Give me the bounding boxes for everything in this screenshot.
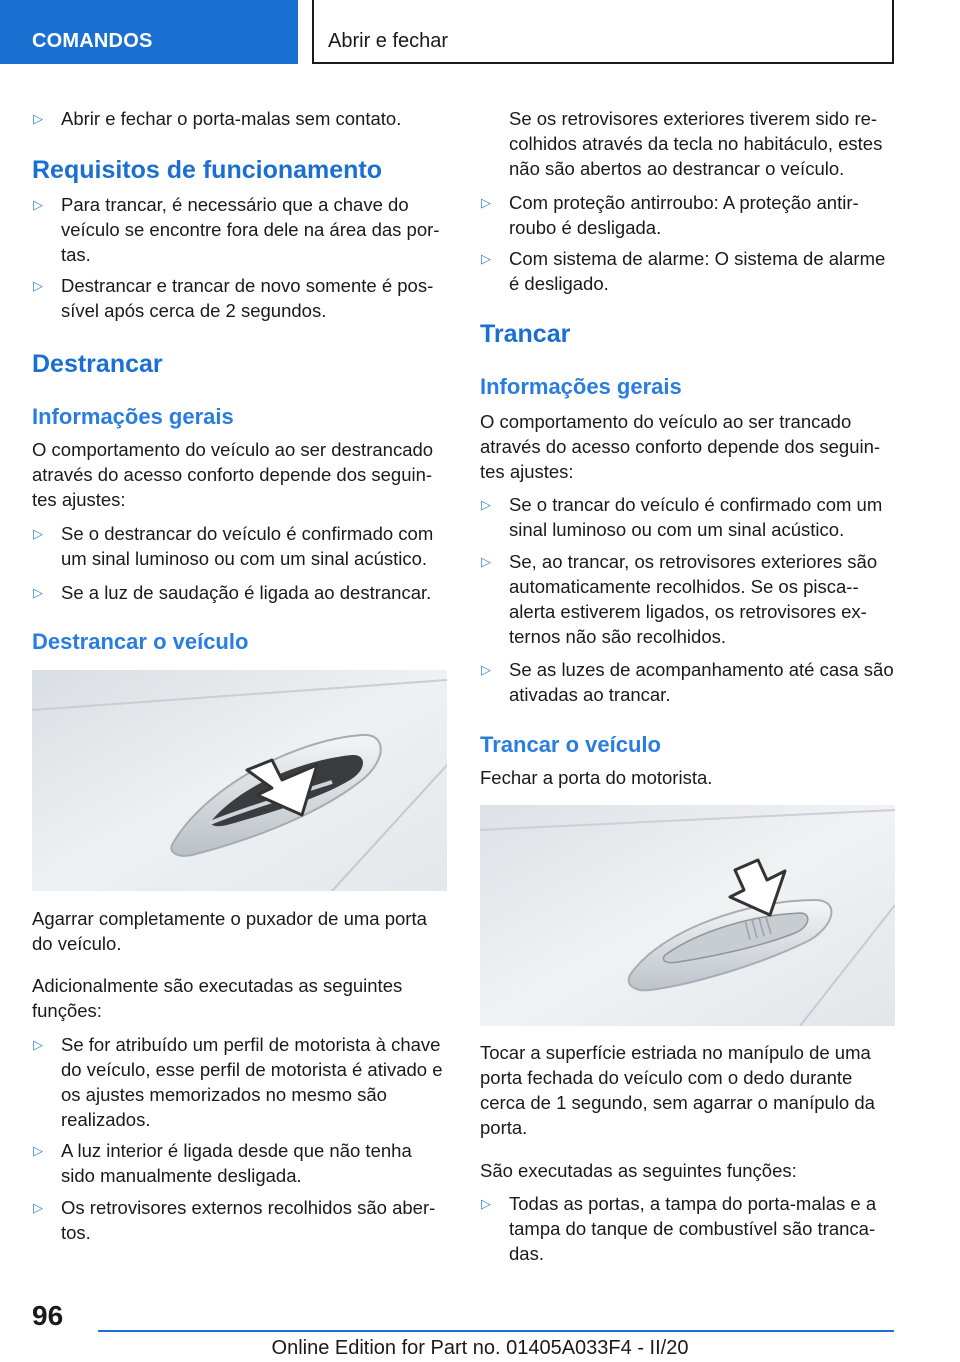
paragraph: Adicionalmente são executadas as seguintes funções:	[32, 975, 403, 1021]
footer-edition: Online Edition for Part no. 01405A033F4 - II/20	[271, 1337, 689, 1359]
list-item: ▷ Com sistema de alarme: O sistema de alarme é desligado.	[480, 246, 895, 296]
heading-destrancar: Destrancar	[32, 350, 163, 378]
section-title: COMANDOS	[32, 30, 153, 52]
subheading-info: Informações gerais	[32, 404, 234, 429]
list-item: ▷ Com proteção antirroubo: A proteção antir-roubo é desligada.	[480, 190, 895, 240]
door-handle-photo	[480, 805, 895, 1026]
list-item: ▷ Se, ao trancar, os retrovisores exteriores são automaticamente recolhidos. Se os pisca--alerta estiverem ligados, os retrovisores ex-ternos não são recolhidos.	[480, 549, 895, 649]
door-handle-photo	[32, 670, 447, 891]
chapter-title: Abrir e fechar	[328, 30, 449, 52]
paragraph: O comportamento do veículo ao ser trancado através do acesso conforto depende dos seguin-tes ajustes:	[480, 411, 881, 482]
paragraph: São executadas as seguintes funções:	[480, 1160, 797, 1181]
subheading-info: Informações gerais	[480, 374, 682, 399]
footer-divider	[98, 1330, 894, 1332]
page-number: 96	[32, 1300, 64, 1331]
list-item: ▷ Se o trancar do veículo é confirmado com um sinal luminoso ou com um sinal acústico.	[480, 492, 895, 542]
list-item: ▷ Os retrovisores externos recolhidos são aber-tos.	[32, 1195, 447, 1245]
section-tab	[0, 0, 298, 64]
subheading-destrancar-veiculo: Destrancar o veículo	[32, 629, 249, 654]
list-item: ▷ Se for atribuído um perfil de motorista à chave do veículo, esse perfil de motorista é ativado e os ajustes memorizados no mesmo são realizados.	[32, 1032, 447, 1132]
list-item: ▷ Destrancar e trancar de novo somente é pos-sível após cerca de 2 segundos.	[32, 273, 447, 323]
list-item: ▷ Se a luz de saudação é ligada ao destrancar.	[32, 580, 447, 605]
paragraph: Se os retrovisores exteriores tiverem sido re-colhidos através da tecla no habitáculo, estes não são abertos ao destrancar o veículo.	[509, 108, 883, 179]
list-item: ▷ Abrir e fechar o porta-malas sem contato.	[32, 106, 447, 131]
list-item: ▷ Para trancar, é necessário que a chave do veículo se encontre fora dele na área das por-tas.	[32, 192, 447, 267]
chapter-tab	[312, 0, 894, 64]
paragraph: O comportamento do veículo ao ser destrancado através do acesso conforto depende dos seguin-tes ajustes:	[32, 439, 434, 510]
caption: Agarrar completamente o puxador de uma porta do veículo.	[32, 908, 427, 954]
subheading-trancar-veiculo: Trancar o veículo	[480, 732, 661, 757]
list-item: ▷ A luz interior é ligada desde que não tenha sido manualmente desligada.	[32, 1138, 447, 1188]
list-item: ▷ Se as luzes de acompanhamento até casa são ativadas ao trancar.	[480, 657, 895, 707]
heading-trancar: Trancar	[480, 320, 571, 348]
paragraph: Fechar a porta do motorista.	[480, 767, 713, 788]
caption: Tocar a superfície estriada no manípulo de uma porta fechada do veículo com o dedo durante cerca de 1 segundo, sem agarrar o manípulo da porta.	[480, 1042, 875, 1138]
list-item: ▷ Todas as portas, a tampa do porta-malas e a tampa do tanque de combustível são tranca-das.	[480, 1191, 895, 1266]
list-item: ▷ Se o destrancar do veículo é confirmado com um sinal luminoso ou com um sinal acústico.	[32, 521, 447, 571]
heading-requisitos: Requisitos de funcionamento	[32, 156, 383, 184]
